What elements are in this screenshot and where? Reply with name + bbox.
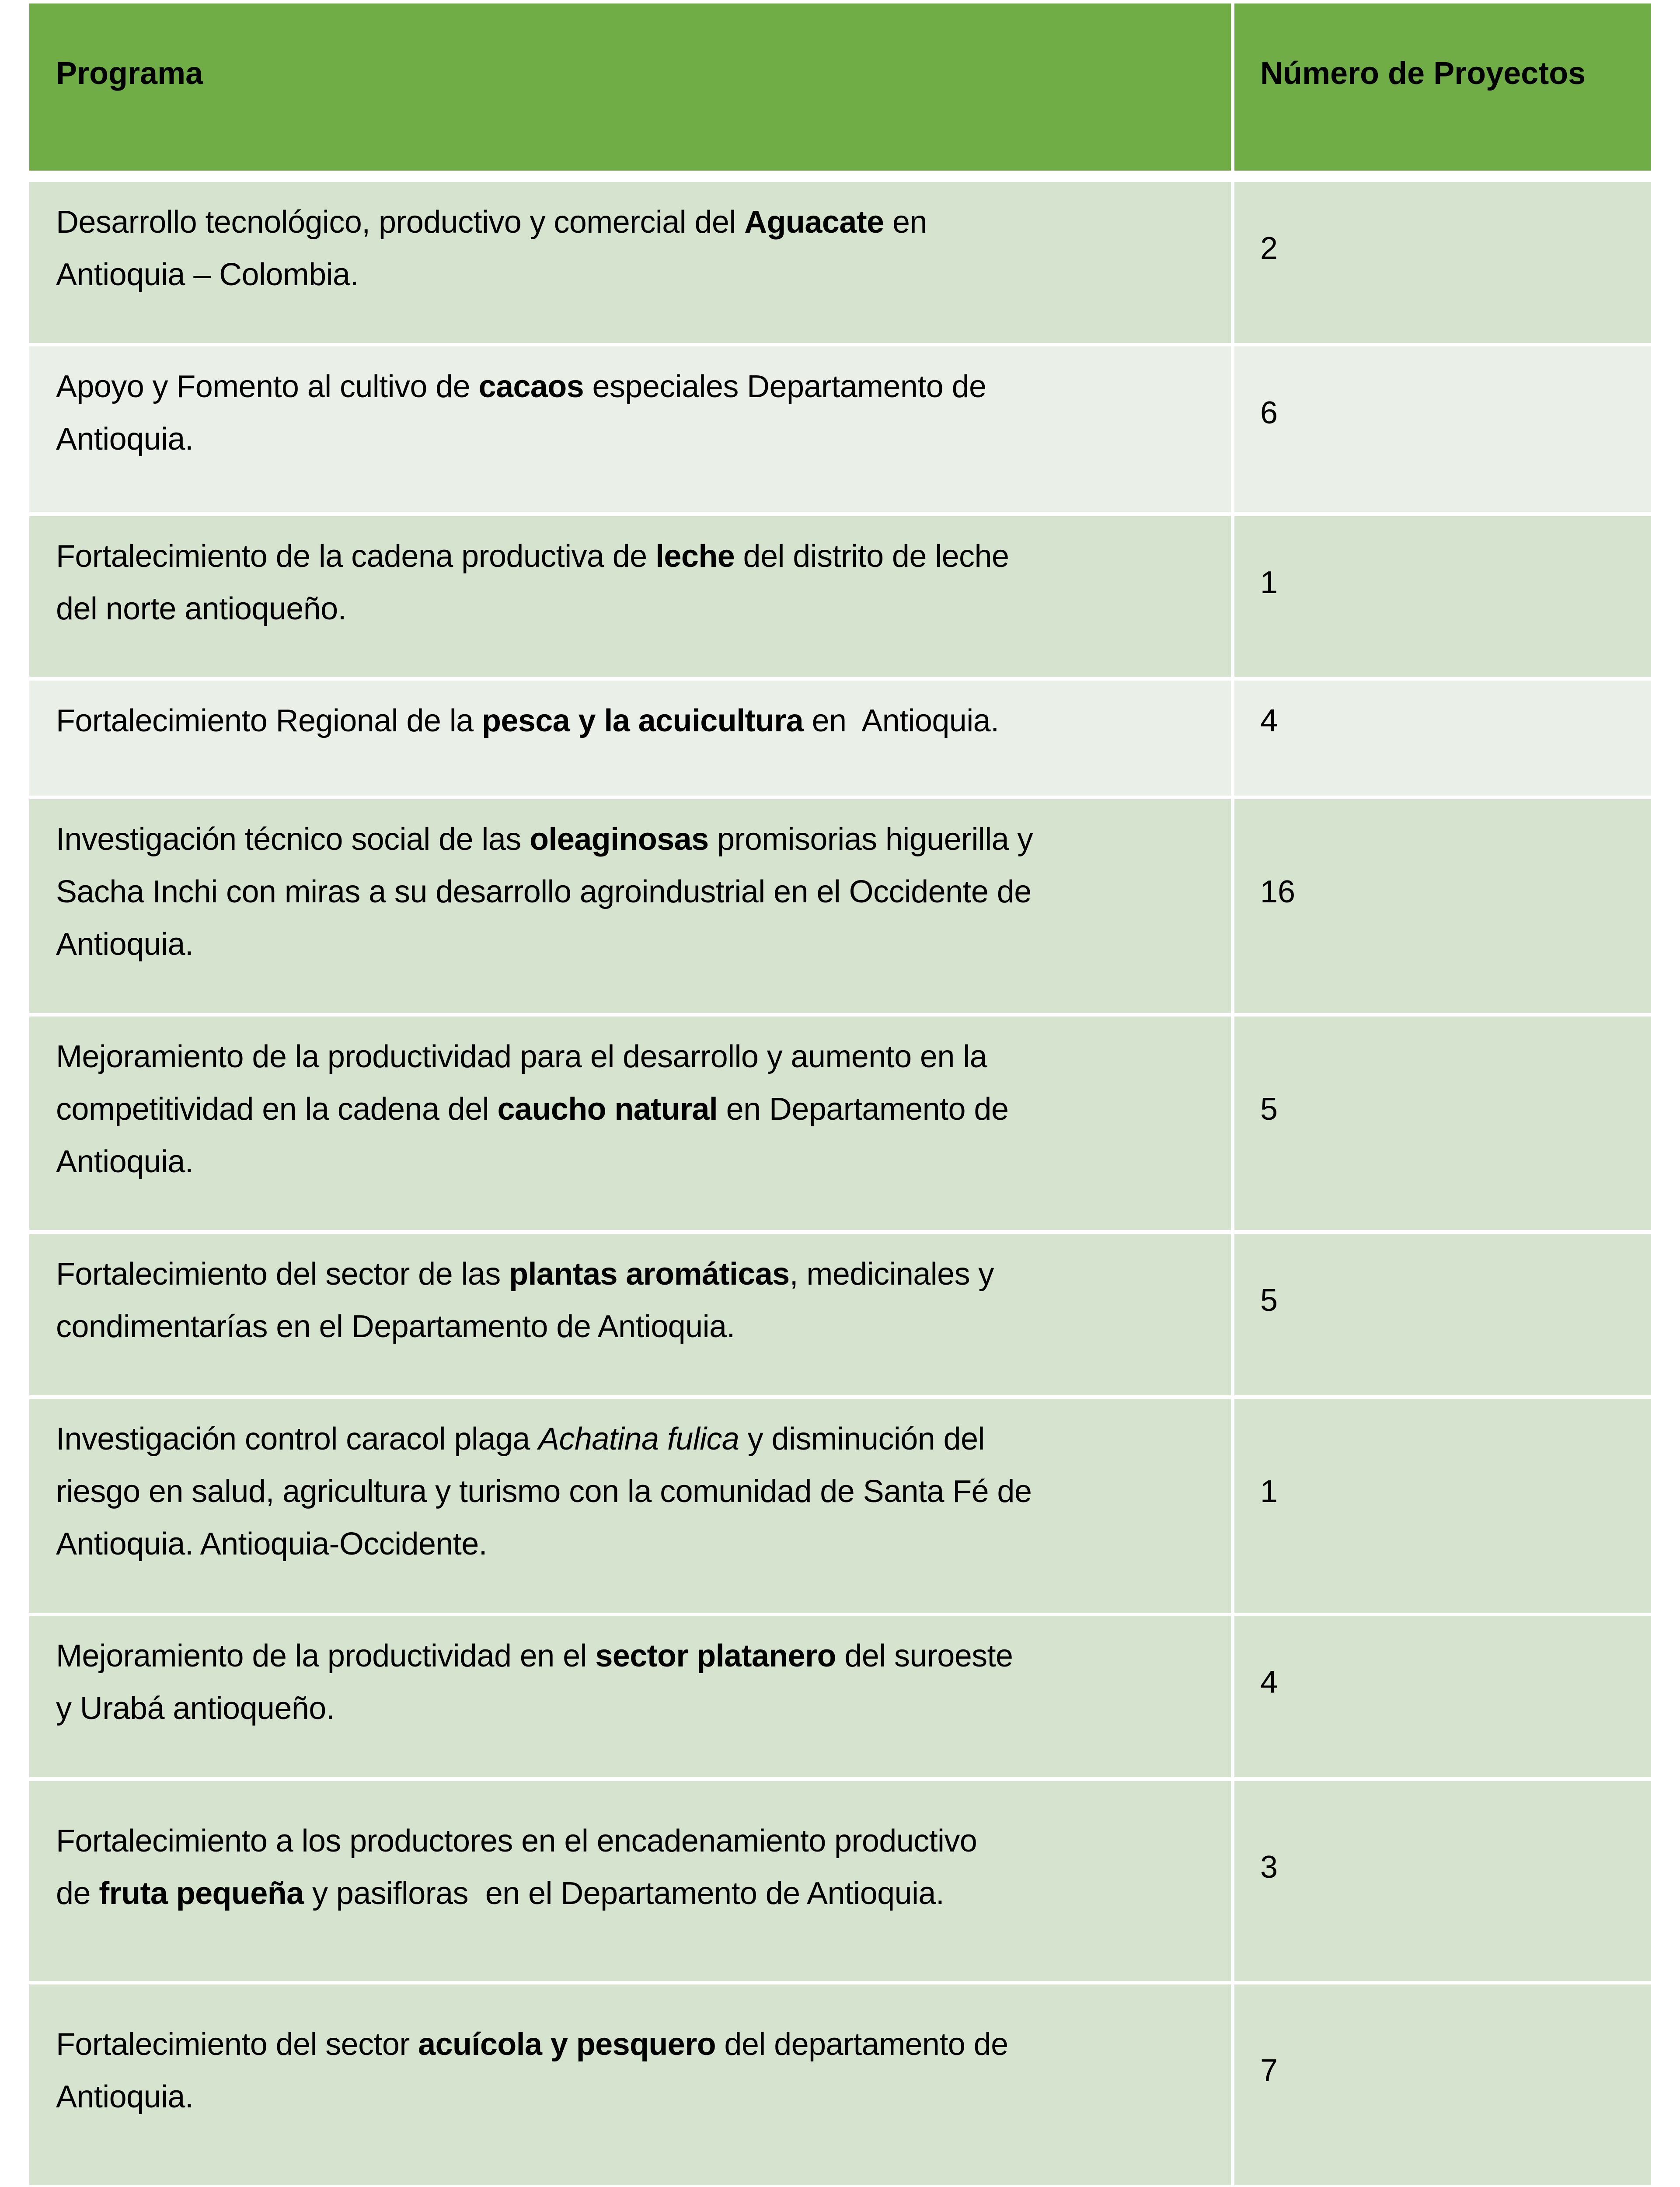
programa-cell	[29, 516, 1231, 677]
programa-keyword-bold: Aguacate	[744, 205, 884, 240]
programa-text: Apoyo y Fomento al cultivo de	[56, 369, 479, 404]
numero-proyectos-cell	[1234, 799, 1651, 1013]
programa-cell	[29, 1017, 1231, 1230]
programa-cell	[29, 799, 1231, 1013]
programa-line	[56, 196, 1231, 248]
numero-proyectos-value: 16	[1260, 874, 1296, 909]
programa-keyword-bold: acuícola y pesquero	[418, 2027, 716, 2062]
programa-text: del suroeste	[836, 1639, 1013, 1673]
programa-line	[56, 360, 1231, 413]
programa-text: y pasifloras en el Departamento de Antioquia.	[303, 1876, 945, 1911]
numero-proyectos-value: 3	[1260, 1850, 1278, 1885]
table-row	[29, 1234, 1651, 1395]
programa-cell	[29, 1234, 1231, 1395]
table-row	[29, 1399, 1651, 1613]
table-row	[29, 182, 1651, 343]
table-header-row	[29, 3, 1651, 171]
numero-proyectos-value: 6	[1260, 395, 1278, 430]
table-row	[29, 799, 1651, 1013]
programa-text: Fortalecimiento Regional de la	[56, 703, 482, 738]
programa-keyword-bold: pesca y la acuicultura	[481, 703, 804, 738]
programa-text: Antioquia.	[56, 927, 194, 962]
programa-cell	[29, 1984, 1231, 2185]
programa-line	[56, 1300, 1231, 1353]
programa-text: y Urabá antioqueño.	[56, 1691, 335, 1726]
numero-proyectos-cell	[1234, 1984, 1651, 2185]
programa-line	[56, 1815, 1231, 1867]
programa-text: Desarrollo tecnológico, productivo y comercial del	[56, 205, 745, 240]
table-row	[29, 1984, 1651, 2185]
programa-cell	[29, 681, 1231, 796]
programa-text: Antioquia – Colombia.	[56, 257, 359, 292]
programa-cell	[29, 1781, 1231, 1981]
programa-text: competitividad en la cadena del	[56, 1092, 498, 1127]
programa-line	[56, 1518, 1231, 1570]
header-programa	[29, 3, 1231, 171]
table-row	[29, 516, 1651, 677]
programa-line	[56, 918, 1231, 971]
programa-line	[56, 1465, 1231, 1518]
programa-text: Investigación técnico social de las	[56, 822, 530, 857]
programa-line	[56, 583, 1231, 635]
programa-text: Fortalecimiento del sector de las	[56, 1257, 509, 1292]
programa-keyword-bold: fruta pequeña	[99, 1876, 304, 1911]
programa-line	[56, 2071, 1231, 2123]
programa-line	[56, 530, 1231, 583]
programa-text: en	[884, 205, 927, 240]
programa-line	[56, 866, 1231, 918]
programa-text: en Departamento de	[718, 1092, 1009, 1127]
table-row	[29, 1616, 1651, 1777]
numero-proyectos-value: 2	[1260, 231, 1278, 266]
numero-proyectos-cell	[1234, 1234, 1651, 1395]
programa-cell	[29, 182, 1231, 343]
programa-line	[56, 813, 1231, 866]
header-programa-label: Programa	[56, 56, 203, 91]
programa-line	[56, 413, 1231, 465]
programa-text: especiales Departamento de	[584, 369, 986, 404]
programa-text: Antioquia.	[56, 1144, 194, 1179]
numero-proyectos-cell	[1234, 1616, 1651, 1777]
programa-text: Mejoramiento de la productividad para el desarrollo y aumento en la	[56, 1039, 987, 1074]
numero-proyectos-value: 7	[1260, 2053, 1278, 2088]
programa-text: Investigación control caracol plaga	[56, 1422, 539, 1457]
table-row	[29, 1017, 1651, 1230]
numero-proyectos-cell	[1234, 182, 1651, 343]
table-row	[29, 346, 1651, 512]
table-row	[29, 1781, 1651, 1981]
programa-text: del distrito de leche	[735, 539, 1009, 574]
programa-keyword-bold: plantas aromáticas	[509, 1257, 790, 1292]
numero-proyectos-value: 4	[1260, 1665, 1278, 1700]
programa-text: Antioquia.	[56, 2079, 194, 2114]
programa-text: Sacha Inchi con miras a su desarrollo agroindustrial en el Occidente de	[56, 874, 1032, 909]
header-numero-proyectos	[1234, 3, 1651, 171]
numero-proyectos-value: 4	[1260, 703, 1278, 738]
programa-cell	[29, 1616, 1231, 1777]
programa-text: Fortalecimiento del sector	[56, 2027, 418, 2062]
table-row	[29, 681, 1651, 796]
numero-proyectos-value: 5	[1260, 1283, 1278, 1318]
programa-text: riesgo en salud, agricultura y turismo con la comunidad de Santa Fé de	[56, 1474, 1032, 1509]
programa-cell	[29, 1399, 1231, 1613]
programa-text: de	[56, 1876, 99, 1911]
numero-proyectos-cell	[1234, 346, 1651, 512]
numero-proyectos-value: 5	[1260, 1092, 1278, 1127]
programa-keyword-bold: sector platanero	[595, 1639, 836, 1673]
programa-text: promisorias higuerilla y	[708, 822, 1033, 857]
programa-line	[56, 1630, 1231, 1682]
programa-text: , medicinales y	[789, 1257, 994, 1292]
numero-proyectos-cell	[1234, 1399, 1651, 1613]
programa-line	[56, 1031, 1231, 1083]
programa-line	[56, 1135, 1231, 1188]
programa-keyword-bold: oleaginosas	[530, 822, 709, 857]
programa-line	[56, 248, 1231, 301]
programa-line	[56, 1413, 1231, 1465]
programa-line	[56, 695, 1231, 747]
programa-keyword-bold: leche	[655, 539, 735, 574]
numero-proyectos-value: 1	[1260, 1474, 1278, 1509]
programa-text: del departamento de	[716, 2027, 1008, 2062]
programa-line	[56, 1248, 1231, 1300]
programa-text: y disminución del	[739, 1422, 985, 1457]
header-numero-proyectos-label: Número de Proyectos	[1260, 56, 1586, 91]
programa-line	[56, 1867, 1231, 1920]
programa-text: en Antioquia.	[803, 703, 999, 738]
programa-text: Antioquia.	[56, 422, 194, 457]
programa-keyword-bold: cacaos	[478, 369, 584, 404]
numero-proyectos-cell	[1234, 681, 1651, 796]
programa-text: Fortalecimiento a los productores en el encadenamiento productivo	[56, 1824, 977, 1859]
programa-line	[56, 1682, 1231, 1735]
programa-text: Mejoramiento de la productividad en el	[56, 1639, 596, 1673]
programa-species-italic: Achatina fulica	[538, 1422, 739, 1457]
programa-keyword-bold: caucho natural	[497, 1092, 718, 1127]
programa-text: condimentarías en el Departamento de Antioquia.	[56, 1309, 735, 1344]
numero-proyectos-cell	[1234, 1017, 1651, 1230]
programa-text: Antioquia. Antioquia-Occidente.	[56, 1527, 488, 1562]
programa-text: del norte antioqueño.	[56, 591, 346, 626]
programa-line	[56, 2018, 1231, 2071]
numero-proyectos-value: 1	[1260, 565, 1278, 600]
programa-cell	[29, 346, 1231, 512]
programa-line	[56, 1083, 1231, 1135]
programa-text: Fortalecimiento de la cadena productiva de	[56, 539, 656, 574]
numero-proyectos-cell	[1234, 1781, 1651, 1981]
numero-proyectos-cell	[1234, 516, 1651, 677]
